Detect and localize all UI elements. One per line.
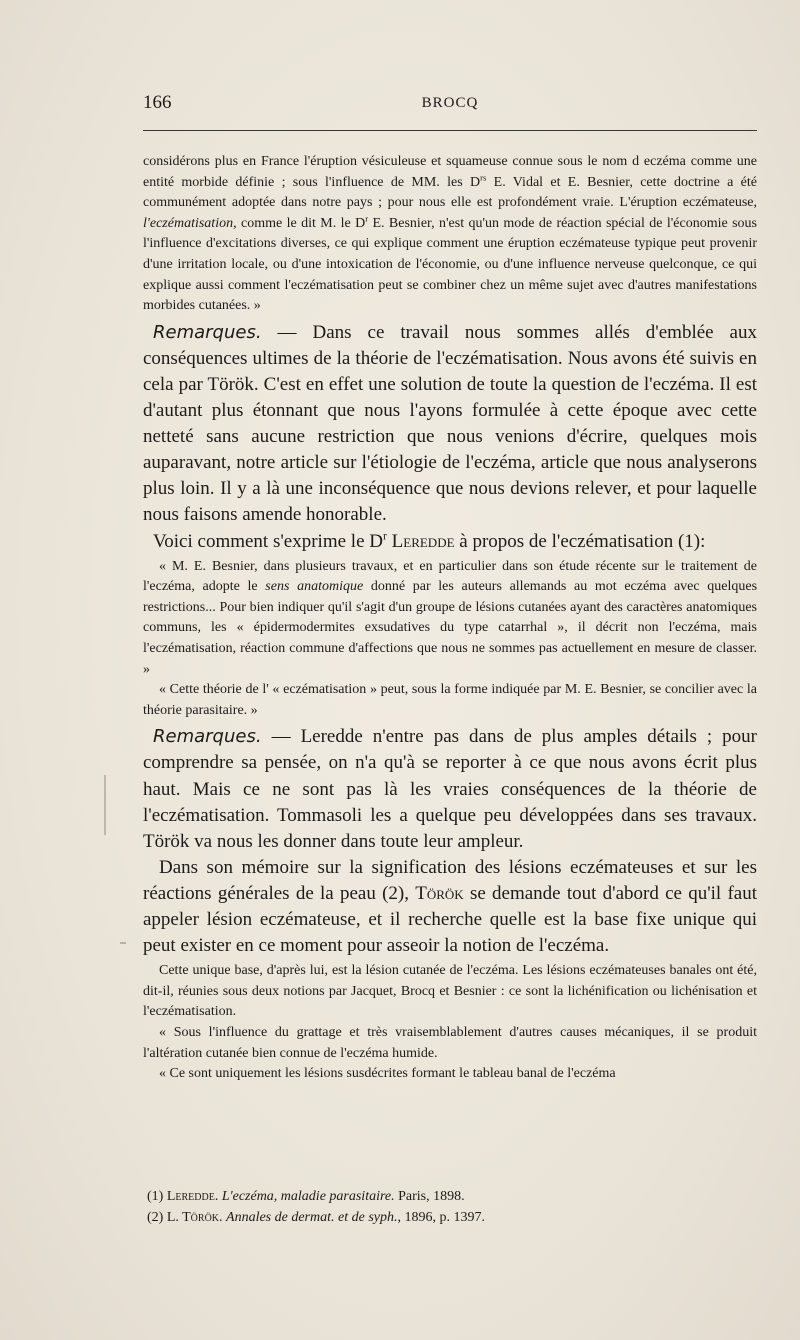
page-number: 166: [143, 92, 172, 113]
paragraph-lesions: « Ce sont uniquement les lésions susdécrites formant le tableau banal de l'eczéma: [159, 1066, 616, 1082]
page-header: [143, 92, 757, 116]
paragraph-leredde-quote: « M. E. Besnier, dans plusieurs travaux, et en particulier dans son étude récente sur le traitement de l'eczéma, adopte le sens anatomique donné par les auteurs allemands au mot eczéma avec quelques restrictions... Pour bien indiquer qu'il s'agit d'un groupe de lésions cutanées ayant des caractères anatomiques communs, les « épidermodermites exsudatives du type catarrhal », il décrit non l'eczéma, mais l'eczématisation, réaction commune d'affections que nous ne sommes pas actuellement en mesure de classer. »: [143, 558, 758, 677]
author-name: Leredde: [391, 530, 455, 552]
paragraph-quote-besnier: considérons plus en France l'éruption vésiculeuse et squameuse connue sous le nom d eczéma comme une entité morbide définie ; sous l'influence de MM. les $D^{rs}$ E. Vidal et E. Besnier, cette doctrine a été communément adoptée dans notre pays ; pour nous elle est profondément vraie. L'éruption eczémateuse, l'eczématisation, comme le dit M. le $D^r$ E. Besnier, n'est qu'un mode de réaction spécial de l'économie sous l'influence d'excitations diverses, ce qui explique comment une éruption eczémateuse typique peut provenir d'une irritation locale, ou d'une intoxication de l'économie, ou d'une influence nerveuse quelconque, ce qui explique aussi comment l'eczématisation peut se combiner chez un même sujet avec d'autres manifestations morbides cutanées. »: [143, 154, 757, 314]
remarques-heading: Remarques.: [153, 726, 262, 748]
footnotes: [143, 1186, 757, 1228]
paragraph-remarques-1: Remarques. — Dans ce travail nous sommes allés d'emblée aux conséquences ultimes de la théorie de l'eczématisation. Nous avons été suivis en cela par Török. C'est en effet une solution de toute la question de l'eczéma. Il est d'autant plus étonnant que nous l'ayons formulée à cette époque avec cette netteté sans aucune restriction que nous venions d'écrire, quelques mois auparavant, notre article sur l'étiologie de l'eczéma, article que nous analyserons plus loin. Il y a là une inconséquence que nous devions relever, et pour laquelle nous faisons amende honorable.: [143, 321, 757, 526]
running-title: BROCQ: [421, 95, 479, 111]
paragraph-unique-base: Cette unique base, d'après lui, est la lésion cutanée de l'eczéma. Les lésions eczémateuses banales ont été, dit-il, réunies sous deux notions par Jacquet, Brocq et Besnier : ce sont la lichénification ou lichénisation et l'eczématisation.: [143, 963, 757, 1020]
footnote-1: (1) Leredde. L'eczéma, maladie parasitaire. Paris, 1898.: [147, 1189, 465, 1204]
paragraph-theorie-parasitaire: « Cette théorie de l' « eczématisation » peut, sous la forme indiquée par M. E. Besnier, se concilier avec la théorie parasitaire. »: [143, 682, 757, 718]
paragraph-grattage: « Sous l'influence du grattage et très vraisemblablement d'autres causes mécaniques, il se produit l'altération cutanée bien connue de l'eczéma humide.: [143, 1024, 757, 1061]
margin-mark: [104, 775, 106, 835]
footnote-2: (2) L. Török. Annales de dermat. et de syph., 1896, p. 1397.: [147, 1210, 485, 1225]
paragraph-leredde-intro: Voici comment s'exprime le $D^r$ Leredde à propos de l'eczématisation (1):: [153, 529, 706, 552]
body-text: [143, 152, 757, 1085]
paragraph-remarques-2: Remarques. — Leredde n'entre pas dans de plus amples détails ; pour comprendre sa pensée, on n'a qu'à se reporter à ce que nous avons écrit plus haut. Mais ce ne sont pas là les vraies conséquences de la théorie de l'eczématisation. Tommasoli les a quelque peu développées dans ses travaux. Török va nous les donner dans toute leur ampleur.: [143, 726, 757, 852]
paragraph-torok-memoire: Dans son mémoire sur la signification des lésions eczémateuses et sur les réactions générales de la peau (2), Török se demande tout d'abord ce qu'il faut appeler lésion eczémateuse, et il recherche quelle est la base fixe unique qui peut exister en ce moment pour asseoir la notion de l'eczéma.: [143, 856, 757, 957]
header-rule: [143, 130, 757, 131]
author-name: Török: [415, 882, 464, 904]
remarques-heading: Remarques.: [153, 321, 262, 343]
margin-mark: [120, 942, 126, 944]
